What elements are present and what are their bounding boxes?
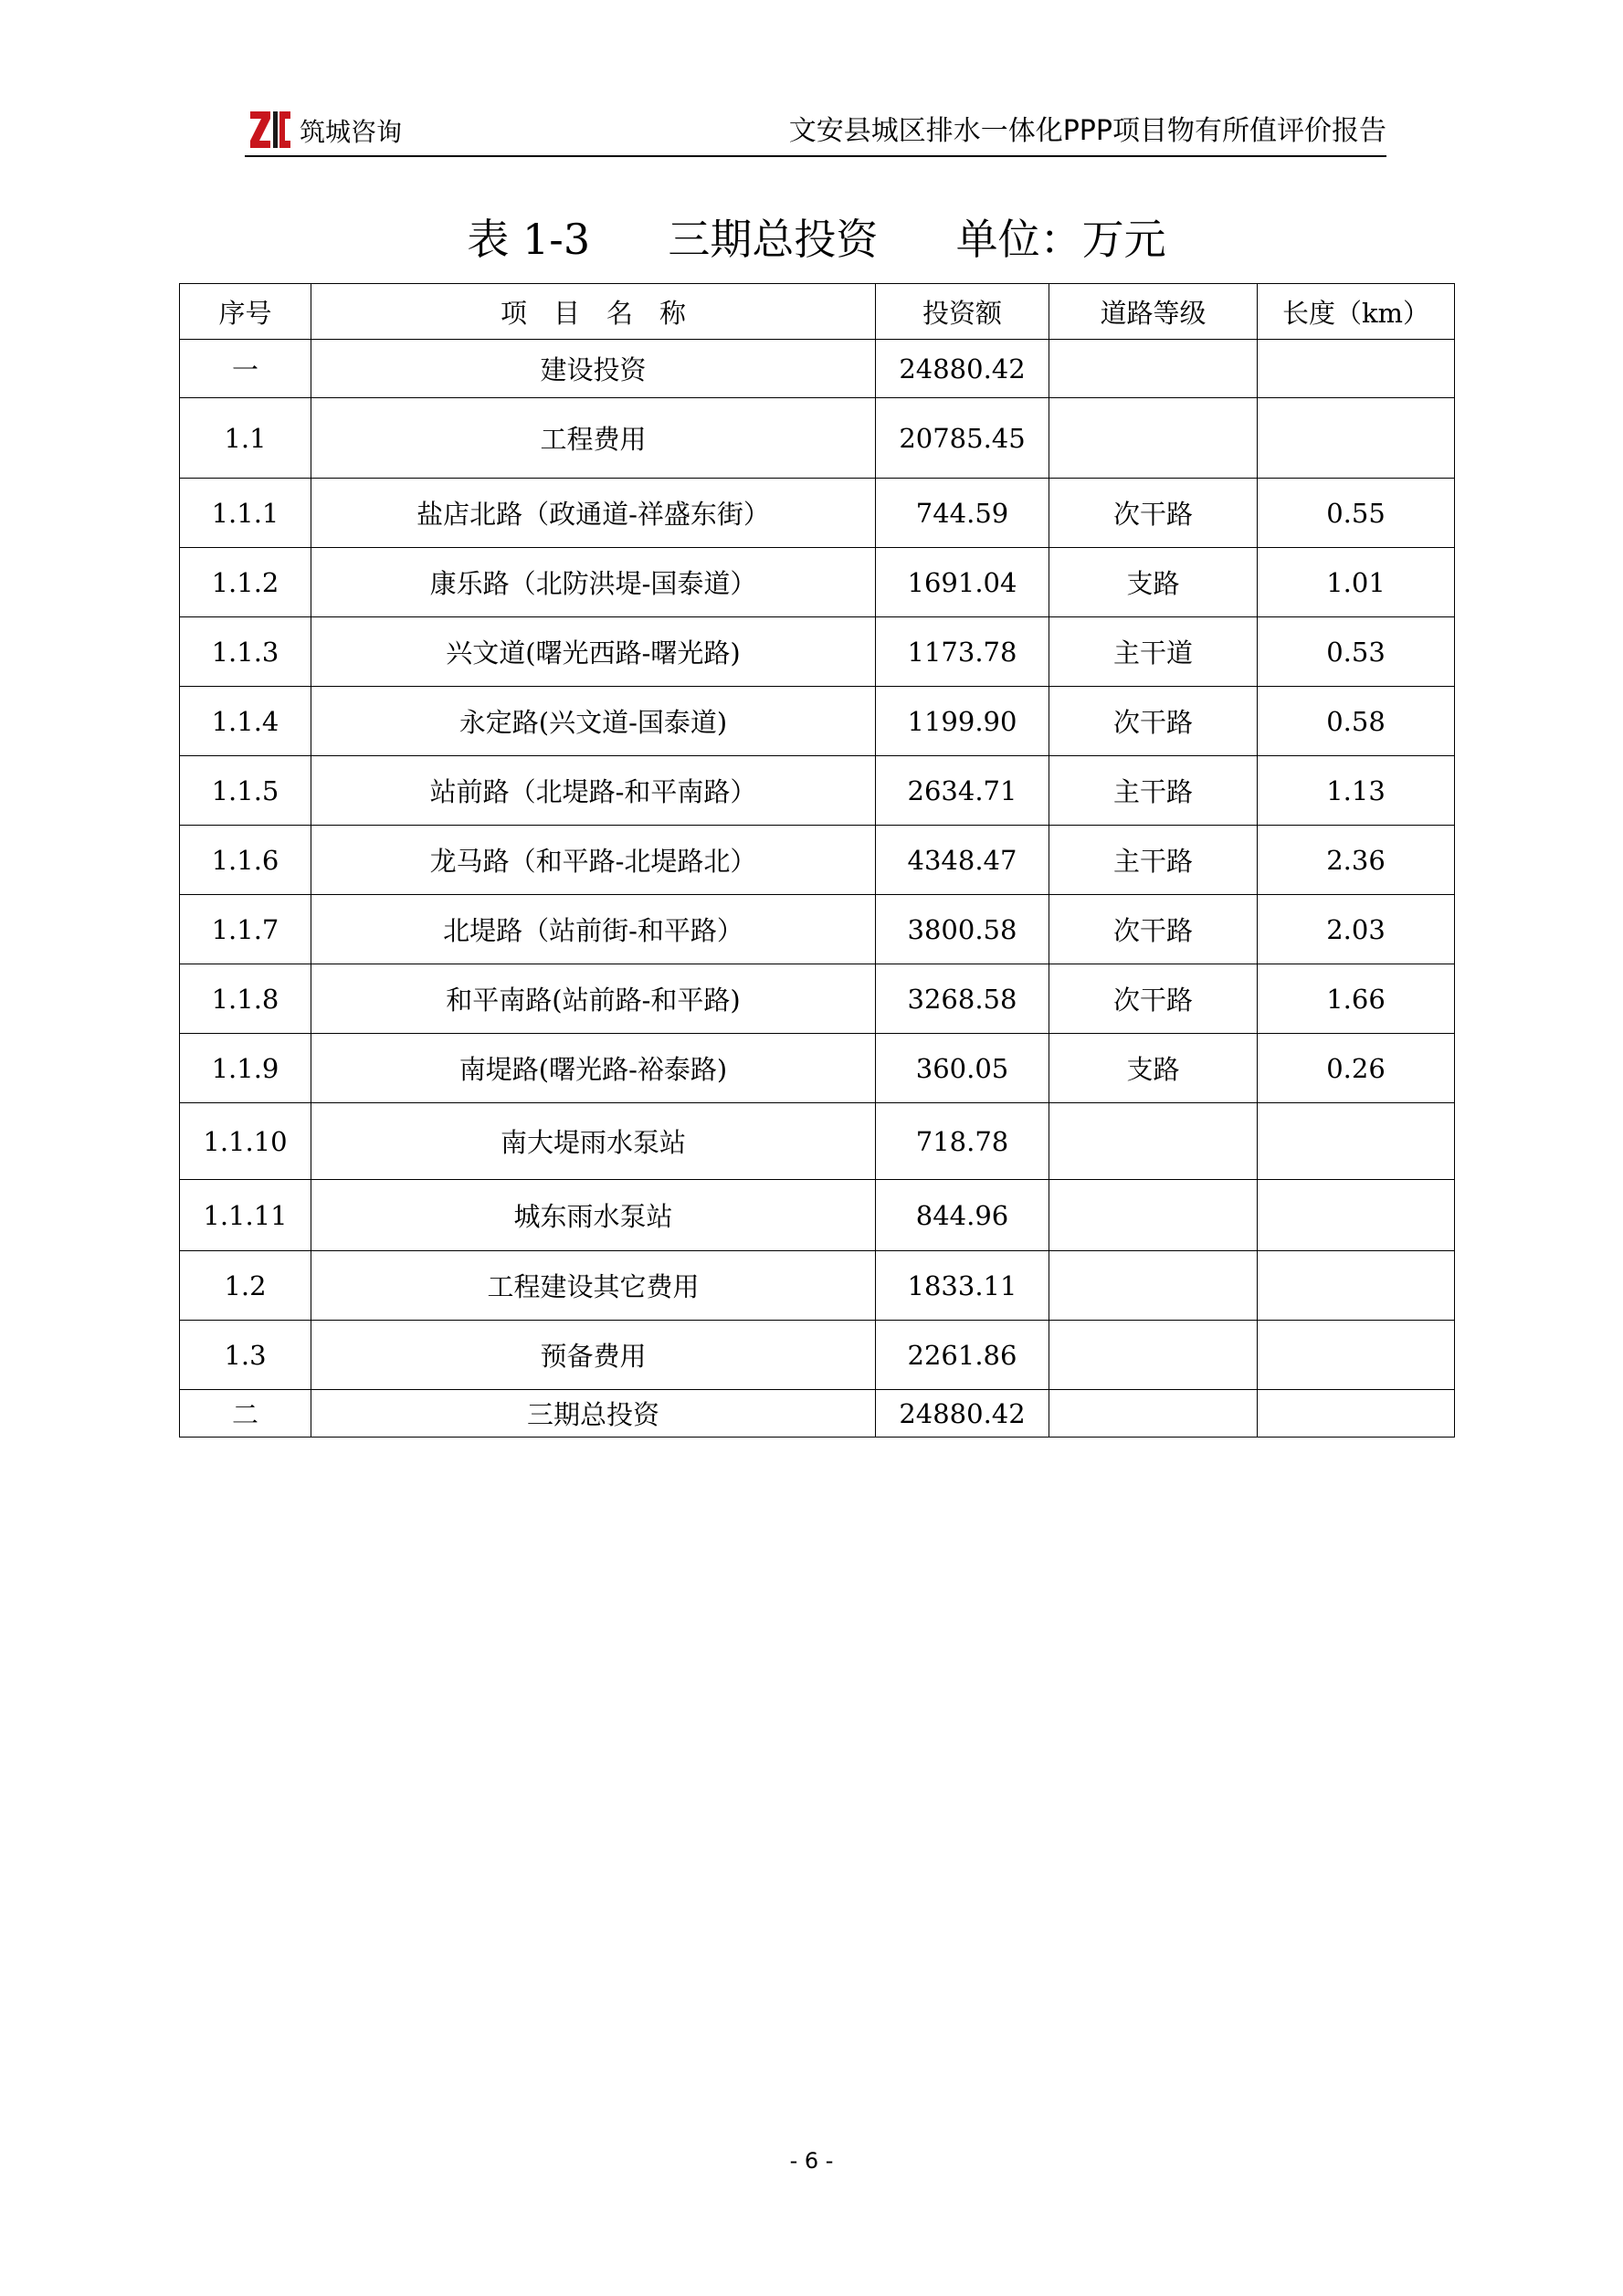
report-title: 文安县城区排水一体化PPP项目物有所值评价报告: [788, 115, 1386, 147]
table-body: [180, 340, 1455, 1438]
row-number: 1.1.5: [180, 756, 311, 826]
road-length: [1258, 340, 1455, 398]
row-number: 1.2: [180, 1251, 311, 1321]
investment-amount: 20785.45: [876, 398, 1049, 479]
row-number: 1.1.1: [180, 479, 311, 548]
road-grade: 次干路: [1049, 479, 1258, 548]
row-number: 1.1.3: [180, 617, 311, 687]
item-name: 康乐路（北防洪堤-国泰道）: [311, 548, 876, 617]
road-grade: [1049, 1103, 1258, 1180]
road-grade: 支路: [1049, 1034, 1258, 1103]
road-grade: [1049, 1251, 1258, 1321]
row-number: 1.1.2: [180, 548, 311, 617]
column-header: 项 目 名 称: [311, 284, 876, 340]
item-name: 北堤路（站前街-和平路）: [311, 895, 876, 964]
road-length: 0.26: [1258, 1034, 1455, 1103]
table-row: [180, 1390, 1455, 1438]
road-grade: 次干路: [1049, 687, 1258, 756]
item-name: 城东雨水泵站: [311, 1180, 876, 1251]
row-number: 1.1.7: [180, 895, 311, 964]
investment-amount: 24880.42: [876, 1390, 1049, 1438]
table-row: [180, 756, 1455, 826]
road-length: 0.55: [1258, 479, 1455, 548]
road-length: 1.01: [1258, 548, 1455, 617]
column-header: 序号: [180, 284, 311, 340]
item-name: 工程费用: [311, 398, 876, 479]
page-number: - 6 -: [789, 2148, 834, 2174]
investment-amount: 1691.04: [876, 548, 1049, 617]
row-number: 1.3: [180, 1321, 311, 1390]
item-name: 建设投资: [311, 340, 876, 398]
road-grade: 主干路: [1049, 756, 1258, 826]
investment-amount: 1833.11: [876, 1251, 1049, 1321]
table-number: 表 1-3: [467, 215, 591, 264]
road-grade: [1049, 1180, 1258, 1251]
table-row: [180, 964, 1455, 1034]
table-row: [180, 895, 1455, 964]
page-header: [245, 102, 1386, 157]
road-length: 1.13: [1258, 756, 1455, 826]
column-header: 长度（km）: [1258, 284, 1455, 340]
table-header-row: [180, 284, 1455, 340]
item-name: 盐店北路（政通道-祥盛东街）: [311, 479, 876, 548]
investment-amount: 3800.58: [876, 895, 1049, 964]
org-name: 筑城咨询: [300, 117, 403, 147]
table-row: [180, 340, 1455, 398]
road-length: 1.66: [1258, 964, 1455, 1034]
road-length: [1258, 1390, 1455, 1438]
company-logo-icon: [248, 108, 292, 152]
road-grade: 主干路: [1049, 826, 1258, 895]
road-grade: [1049, 398, 1258, 479]
column-header: 道路等级: [1049, 284, 1258, 340]
investment-amount: 3268.58: [876, 964, 1049, 1034]
investment-amount: 24880.42: [876, 340, 1049, 398]
row-number: 1.1.4: [180, 687, 311, 756]
row-number: 1.1: [180, 398, 311, 479]
investment-amount: 4348.47: [876, 826, 1049, 895]
investment-amount: 2634.71: [876, 756, 1049, 826]
row-number: 1.1.8: [180, 964, 311, 1034]
investment-amount: 360.05: [876, 1034, 1049, 1103]
road-grade: 主干道: [1049, 617, 1258, 687]
road-length: 0.53: [1258, 617, 1455, 687]
road-grade: [1049, 1390, 1258, 1438]
table-title: 三期总投资: [668, 215, 879, 264]
investment-amount: 718.78: [876, 1103, 1049, 1180]
road-grade: 次干路: [1049, 895, 1258, 964]
table-row: [180, 1321, 1455, 1390]
road-grade: [1049, 340, 1258, 398]
road-length: [1258, 398, 1455, 479]
investment-table: [179, 283, 1455, 1438]
road-grade: 支路: [1049, 548, 1258, 617]
item-name: 和平南路(站前路-和平路): [311, 964, 876, 1034]
item-name: 永定路(兴文道-国泰道): [311, 687, 876, 756]
column-header: 投资额: [876, 284, 1049, 340]
table-row: [180, 826, 1455, 895]
investment-amount: 2261.86: [876, 1321, 1049, 1390]
table-unit: 单位：万元: [955, 215, 1166, 264]
investment-amount: 1173.78: [876, 617, 1049, 687]
table-row: [180, 1103, 1455, 1180]
row-number: 一: [180, 340, 311, 398]
item-name: 工程建设其它费用: [311, 1251, 876, 1321]
table-row: [180, 548, 1455, 617]
item-name: 三期总投资: [311, 1390, 876, 1438]
table-row: [180, 1251, 1455, 1321]
investment-amount: 744.59: [876, 479, 1049, 548]
road-length: 0.58: [1258, 687, 1455, 756]
road-length: [1258, 1321, 1455, 1390]
road-length: 2.03: [1258, 895, 1455, 964]
road-length: 2.36: [1258, 826, 1455, 895]
road-length: [1258, 1180, 1455, 1251]
investment-amount: 844.96: [876, 1180, 1049, 1251]
item-name: 南堤路(曙光路-裕泰路): [311, 1034, 876, 1103]
road-grade: 次干路: [1049, 964, 1258, 1034]
table-row: [180, 398, 1455, 479]
table-row: [180, 1180, 1455, 1251]
item-name: 南大堤雨水泵站: [311, 1103, 876, 1180]
table-row: [180, 617, 1455, 687]
road-length: [1258, 1103, 1455, 1180]
road-length: [1258, 1251, 1455, 1321]
row-number: 二: [180, 1390, 311, 1438]
item-name: 预备费用: [311, 1321, 876, 1390]
row-number: 1.1.9: [180, 1034, 311, 1103]
table-row: [180, 687, 1455, 756]
road-grade: [1049, 1321, 1258, 1390]
item-name: 兴文道(曙光西路-曙光路): [311, 617, 876, 687]
table-caption: [179, 212, 1454, 267]
row-number: 1.1.6: [180, 826, 311, 895]
table-row: [180, 1034, 1455, 1103]
row-number: 1.1.10: [180, 1103, 311, 1180]
item-name: 站前路（北堤路-和平南路）: [311, 756, 876, 826]
investment-amount: 1199.90: [876, 687, 1049, 756]
item-name: 龙马路（和平路-北堤路北）: [311, 826, 876, 895]
table-row: [180, 479, 1455, 548]
row-number: 1.1.11: [180, 1180, 311, 1251]
